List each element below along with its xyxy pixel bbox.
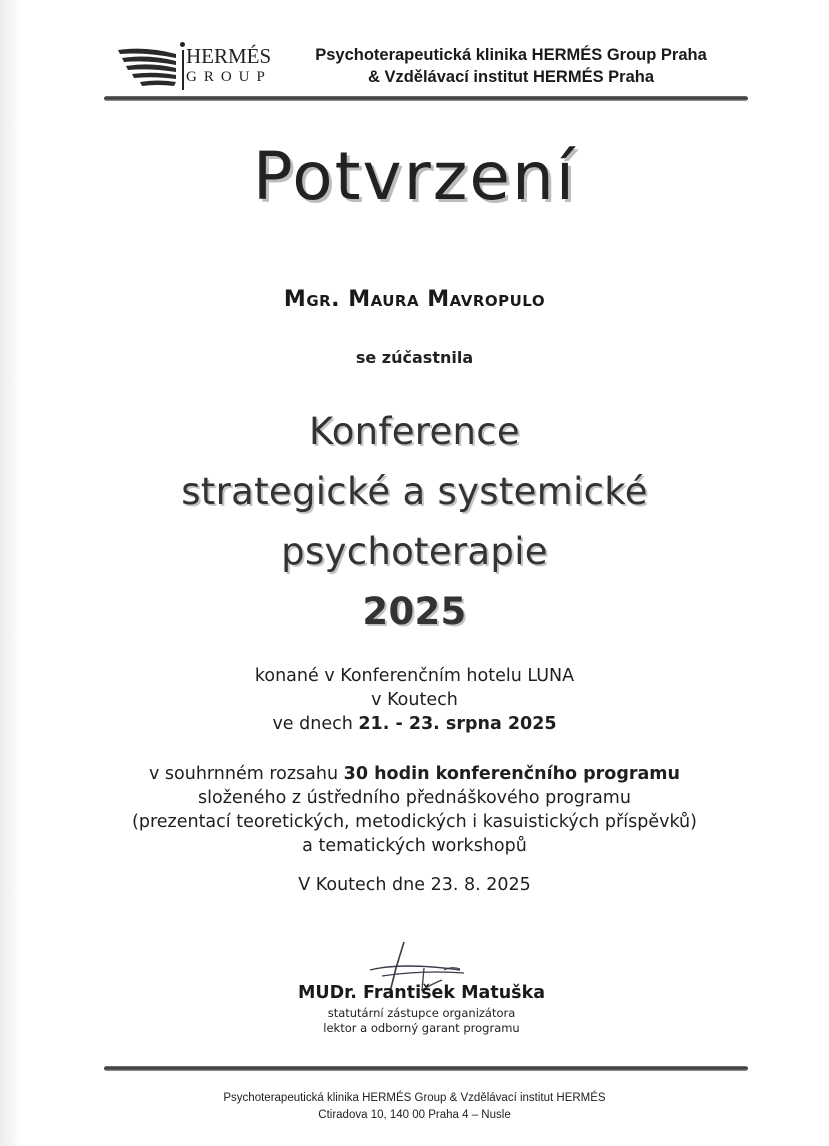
conference-line-1: Konference — [308, 410, 521, 453]
footer — [0, 1090, 829, 1124]
letterhead — [108, 38, 748, 98]
conference-line-2: strategické a systemické — [181, 470, 648, 513]
conference-year: 2025 — [362, 590, 467, 633]
program-line-4: a tematických workshopů — [302, 836, 527, 856]
program-hours: 30 hodin konferenčního programu — [343, 764, 680, 784]
logo-name: HERMÉS — [186, 44, 272, 68]
recipient-name: Mgr. Maura Mavropulo — [283, 287, 546, 312]
document-title: Potvrzení — [252, 138, 577, 215]
organization-line-1: Psychoterapeutická klinika HERMÉS Group Praha — [315, 46, 707, 64]
signer-role-1: statutární zástupce organizátora — [327, 1006, 516, 1020]
program-line-3: (prezentací teoretických, metodických i kasuistických příspěvků) — [132, 812, 697, 832]
venue-dates-prefix: ve dnech — [272, 714, 359, 734]
venue-line-2: v Koutech — [371, 690, 458, 710]
venue-dates — [0, 712, 829, 736]
footer-rule — [104, 1066, 748, 1071]
signer-name: MUDr. František Matuška — [297, 983, 546, 1003]
program-line-2: složeného z ústředního přednáškového programu — [198, 788, 631, 808]
organization-line-2: & Vzdělávací institut HERMÉS Praha — [367, 68, 655, 86]
footer-line-1: Psychoterapeutická klinika HERMÉS Group & Vzdělávací institut HERMÉS — [223, 1092, 606, 1104]
footer-line-2: Ctiradova 10, 140 00 Praha 4 – Nusle — [318, 1109, 511, 1121]
signer-role-2: lektor a odborný garant programu — [323, 1021, 520, 1035]
logo-divider — [182, 50, 184, 90]
program-prefix: v souhrnném rozsahu — [148, 764, 344, 784]
organization-name — [276, 44, 746, 88]
program-line-1 — [0, 762, 829, 786]
venue-line-1: konané v Konferenčním hotelu LUNA — [254, 666, 575, 686]
header-rule — [104, 96, 748, 101]
signer-role — [0, 1006, 829, 1036]
participation-text: se zúčastnila — [355, 348, 474, 367]
venue-block — [0, 664, 829, 736]
wing-logo-icon — [116, 44, 178, 92]
logo-dot — [180, 42, 185, 47]
program-block — [0, 762, 829, 858]
logo-group-text: GROUP — [186, 69, 272, 85]
venue-dates-value: 21. - 23. srpna 2025 — [358, 714, 557, 734]
place-and-date: V Koutech dne 23. 8. 2025 — [298, 875, 531, 895]
conference-line-3: psychoterapie — [281, 530, 548, 573]
conference-name — [0, 402, 829, 642]
hermes-logo — [116, 42, 276, 94]
